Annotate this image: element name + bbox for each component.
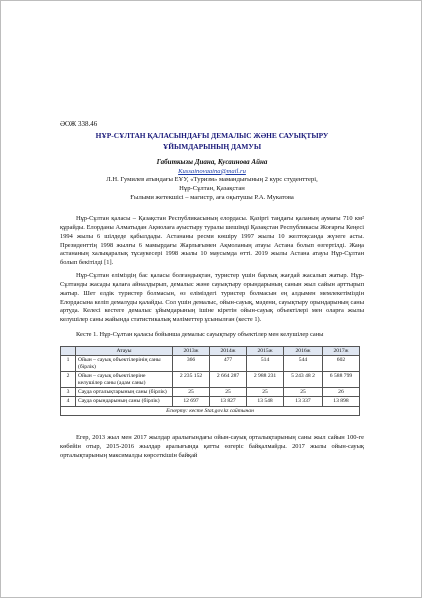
- table-cell: 4: [61, 397, 76, 406]
- title-line-2: ҰЙЫМДАРЫНЫҢ ДАМУЫ: [162, 141, 262, 151]
- table-cell: 6 588 799: [322, 372, 359, 388]
- table-cell: 1: [61, 356, 76, 372]
- title-line-1: НҰР-СҰЛТАН ҚАЛАСЫНДАҒЫ ДЕМАЛЫС ЖӘНЕ САУЫҚТЫРУ: [95, 131, 329, 141]
- table-source-row: [61, 406, 360, 415]
- table-cell: 13 548: [247, 397, 284, 406]
- table-cell: 3: [61, 388, 76, 397]
- table-cell: 2 235 152: [173, 372, 210, 388]
- table-cell: 13 827: [210, 397, 247, 406]
- table-cell: Сауда орындарының саны (бірлік): [76, 397, 173, 406]
- paragraph-1: Нұр-Сұлтан қаласы – Қазақстан Республикасының елордасы. Қазіргі таңдағы қаланың аумағы 710 км² құрайды. Елорданы Алматыдан Ақмолаға ауыстыру туралы шешімді Қазақстан Республикасы Жоғарғы Кеңесі 1994 жылы 6 шілдеде қабылдады. Астананы ресми көшіру 1997 жылы 10 желтоқсанда жүзеге асты. Президенттің 1998 жылғы 6 мамырдағы Жарлығымен Ақмоланың атауы Астана болып өзгертілді. Жаңа астананың халықаралық тұсаукесері 1998 жылы 10 маусымда өтті. 2019 жылы Астана атауы Нұр-Сұлтан болып бекітілді [1].: [60, 215, 364, 267]
- udc-code: ӘОЖ 338.46: [60, 120, 98, 128]
- table-row: [61, 388, 360, 397]
- table-header-cell: 2017ж: [322, 346, 359, 355]
- table-caption: Кесте 1. Нұр-Сұлтан қаласы бойынша демалыс сауықтыру объектілер мен келушілер саны: [76, 331, 324, 339]
- table-row: [61, 372, 360, 388]
- table-cell: Сауда орталықтарының саны (бірлік): [76, 388, 173, 397]
- table-header-cell: 2015ж: [247, 346, 284, 355]
- table-cell: 602: [322, 356, 359, 372]
- table-cell: 477: [210, 356, 247, 372]
- table-cell: 25: [210, 388, 247, 397]
- table-cell: 2 664 287: [210, 372, 247, 388]
- table-cell: 5 243 48 2: [284, 372, 323, 388]
- paragraph-3: Егер, 2013 жыл мен 2017 жылдар аралығындағы ойын-сауық орталықтарының саны жыл сайын 100-ге көбейін отыр, 2015-2016 жылдар аралығында қатты өзгеріс байқалмайды. 2017 жылы ойын-сауық орталықтарының максималды көрсеткішін байқай: [60, 434, 364, 459]
- affiliation-line-1: Л.Н. Гумилев атындағы ЕҰУ, «Туризм» мамандығының 2 курс студенттері,: [106, 176, 318, 184]
- authors: Габиткызы Диана, Кусаинова Айна: [156, 158, 268, 167]
- table-cell: 26: [322, 388, 359, 397]
- author-email-link[interactable]: Kussainovaaina@mail.ru: [178, 167, 246, 175]
- table-source-note: Ескерту: кесте Stat.gov.kz сайтынан: [61, 406, 360, 415]
- table-cell: 25: [247, 388, 284, 397]
- table-cell: 12 697: [173, 397, 210, 406]
- table-cell: 25: [284, 388, 323, 397]
- table-cell: 2: [61, 372, 76, 388]
- table-header-cell: 2014ж: [210, 346, 247, 355]
- table-header-row: [61, 346, 360, 355]
- affiliation-line-2: Нұр-Сұлтан, Қазақстан: [179, 185, 245, 193]
- statistics-table: [60, 346, 360, 416]
- table-header-cell: [61, 346, 76, 355]
- paragraph-2: Нұр-Сұлтан елімiздiң бас қаласы болғандықтан, туристер үшiн барлық жағдай жасалып жатыр. Нұр-Сұлтанды жасады қалаға айналдырып, демалыс және сауықтыру орындарының санын жыл сайын арттырып жатыр. Шет елдік туристер болмасын, өз еліміздегі туристер болмасын ең алдымен мемлекетімiздiн Елордасына келiп демалуды қалайды. Сол үшін демалыс, ойын-сауық, мәдени, сауықтыру орындарының саны артуда. Келесі кестеге демалыс ұйымдарының ішіне кіретін ойын-сауық объектілері мен оларға жылы келушілер саны жайында статистикалық мәліметтер ұсынылған (кесте 1).: [60, 272, 364, 324]
- table-cell: 13 337: [284, 397, 323, 406]
- table-cell: Ойын – сауық объектілеріне келушілер саны (адам саны): [76, 372, 173, 388]
- table-cell: 2 988 231: [247, 372, 284, 388]
- table-row: [61, 397, 360, 406]
- supervisor: Ғылыми жетекшісі – магистр, аға оқытушы Р.А. Мукатова: [130, 194, 294, 202]
- table-row: [61, 356, 360, 372]
- article-title: [60, 131, 364, 152]
- table-cell: Ойын – сауық объектілерінің саны (бірлік): [76, 356, 173, 372]
- table-cell: 13 898: [322, 397, 359, 406]
- table-cell: 366: [173, 356, 210, 372]
- table-header-cell: 2013ж: [173, 346, 210, 355]
- table-header-cell: Атауы: [76, 346, 173, 355]
- table-cell: 514: [247, 356, 284, 372]
- table-cell: 544: [284, 356, 323, 372]
- table-header-cell: 2016ж: [284, 346, 323, 355]
- table-cell: 25: [173, 388, 210, 397]
